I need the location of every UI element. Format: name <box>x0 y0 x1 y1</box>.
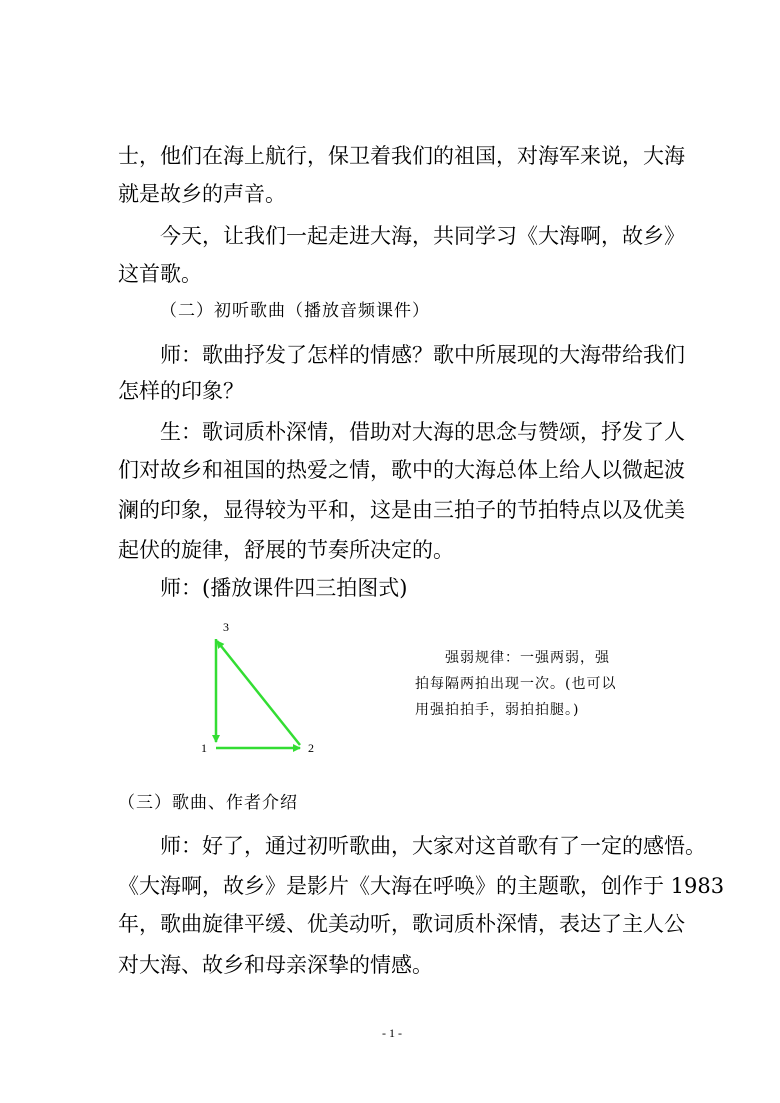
paragraph-line: 师：好了，通过初听歌曲，大家对这首歌有了一定的感悟。 <box>160 834 706 858</box>
page-number: - 1 - <box>382 1026 402 1040</box>
paragraph-line: 澜的印象，显得较为平和，这是由三拍子的节拍特点以及优美 <box>118 498 685 522</box>
beat-2-to-3-arrow <box>217 641 300 745</box>
paragraph-line: 对大海、故乡和母亲深挚的情感。 <box>118 953 433 977</box>
paragraph-line: 们对故乡和祖国的热爱之情，歌中的大海总体上给人以微起波 <box>118 458 685 482</box>
paragraph-line: 师：(播放课件四三拍图式) <box>160 576 408 600</box>
diagram-note-line: 拍每隔两拍出现一次。(也可以 <box>415 676 617 692</box>
paragraph-line: 这首歌。 <box>118 262 202 286</box>
paragraph-line: 《大海啊，故乡》是影片《大海在呼唤》的主题歌，创作于 1983 <box>118 874 725 898</box>
beat-3-label: 3 <box>223 620 229 634</box>
diagram-note-line: 强弱规律：一强两弱，强 <box>445 650 610 666</box>
section-heading-2: （二）初听歌曲（播放音频课件） <box>160 301 430 321</box>
triple-meter-diagram <box>190 615 340 765</box>
beat-1-label: 1 <box>201 741 207 755</box>
paragraph-line: 年，歌曲旋律平缓、优美动听，歌词质朴深情，表达了主人公 <box>118 912 685 936</box>
paragraph-line: 士，他们在海上航行，保卫着我们的祖国，对海军来说，大海 <box>118 144 685 168</box>
diagram-note-line: 用强拍拍手，弱拍拍腿。) <box>415 702 580 718</box>
beat-2-label: 2 <box>308 741 314 755</box>
paragraph-line: 生：歌词质朴深情，借助对大海的思念与赞颂，抒发了人 <box>160 420 685 444</box>
paragraph-line: 就是故乡的声音。 <box>118 182 286 206</box>
paragraph-line: 起伏的旋律，舒展的节奏所决定的。 <box>118 538 454 562</box>
section-heading-3: （三）歌曲、作者介绍 <box>118 793 298 813</box>
paragraph-line: 怎样的印象？ <box>118 379 244 403</box>
paragraph-line: 师：歌曲抒发了怎样的情感？歌中所展现的大海带给我们 <box>160 343 685 367</box>
paragraph-line: 今天，让我们一起走进大海，共同学习《大海啊，故乡》 <box>160 224 685 248</box>
